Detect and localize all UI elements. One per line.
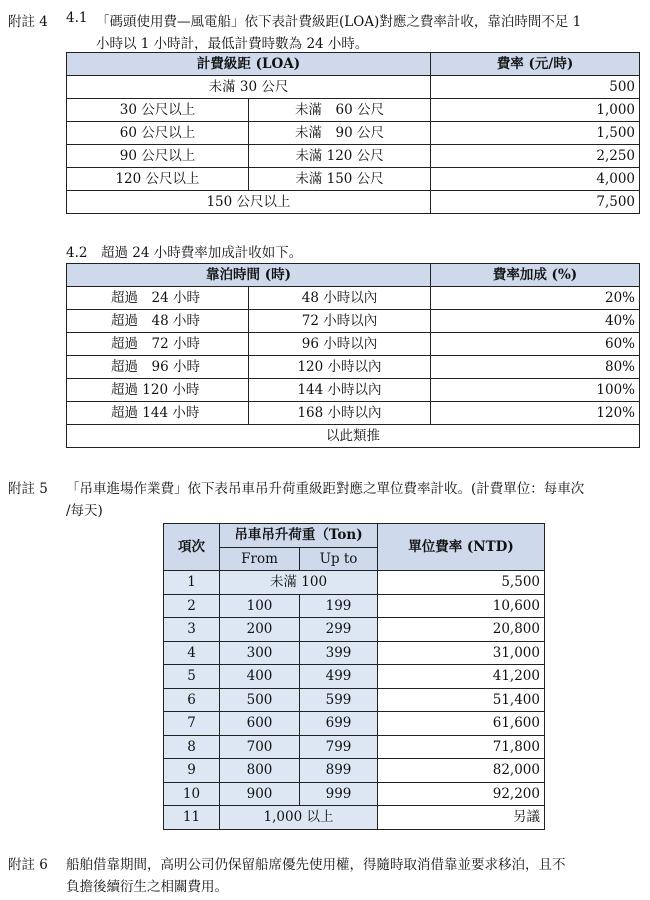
table-row (164, 735, 545, 759)
table-header-row (164, 524, 545, 548)
table-footer-row (67, 425, 640, 448)
item-number: 1 (164, 571, 220, 595)
item-number: 9 (164, 759, 220, 783)
weight-range: 未滿 100 (220, 571, 378, 595)
item-number: 10 (164, 782, 220, 806)
weight-from: 300 (220, 641, 300, 665)
time-from: 超過 96 小時 (67, 356, 249, 379)
surcharge-pct: 80% (431, 356, 640, 379)
rate-value: 500 (431, 76, 640, 99)
table-row (67, 402, 640, 425)
surcharge-pct: 60% (431, 333, 640, 356)
item-number: 11 (164, 806, 220, 830)
weight-to: 199 (300, 594, 378, 618)
weight-from: 200 (220, 618, 300, 642)
rate-value: 7,500 (431, 191, 640, 214)
table-row (67, 99, 640, 122)
loa-to: 未滿 60 公尺 (249, 99, 431, 122)
note5-text-line1: 「吊車進場作業費」依下表吊車吊升荷重級距對應之單位費率計收。(計費單位：每車次 (66, 481, 585, 497)
note4-label: 附註 4 (8, 14, 48, 30)
table-row (164, 759, 545, 783)
weight-to: 399 (300, 641, 378, 665)
weight-to: 699 (300, 712, 378, 736)
note6-text-line2: 負擔後續衍生之相關費用。 (66, 879, 228, 895)
table-row (164, 688, 545, 712)
table-row (164, 594, 545, 618)
item-number: 5 (164, 665, 220, 689)
unit-rate: 10,600 (378, 594, 545, 618)
weight-from: 600 (220, 712, 300, 736)
table-row (67, 287, 640, 310)
unit-rate: 31,000 (378, 641, 545, 665)
note6-text-line1: 船舶借靠期間，高明公司仍保留船席優先使用權，得隨時取消借靠並要求移泊，且不 (66, 857, 566, 873)
item-number: 6 (164, 688, 220, 712)
item-number: 2 (164, 594, 220, 618)
loa-from: 30 公尺以上 (67, 99, 249, 122)
table-row (67, 356, 640, 379)
rate-value: 1,000 (431, 99, 640, 122)
unit-rate: 51,400 (378, 688, 545, 712)
table-row (67, 379, 640, 402)
loa-rate-table (66, 52, 640, 214)
item-number: 4 (164, 641, 220, 665)
loa-range: 未滿 30 公尺 (67, 76, 431, 99)
rate-value: 1,500 (431, 122, 640, 145)
table-row (164, 618, 545, 642)
header-loa: 計費級距 (LOA) (67, 53, 431, 76)
surcharge-pct: 40% (431, 310, 640, 333)
table-row (164, 712, 545, 736)
weight-from: 800 (220, 759, 300, 783)
surcharge-pct: 120% (431, 402, 640, 425)
table-row (67, 76, 640, 99)
unit-rate: 另議 (378, 806, 545, 830)
time-from: 超過 24 小時 (67, 287, 249, 310)
unit-rate: 92,200 (378, 782, 545, 806)
unit-rate: 61,600 (378, 712, 545, 736)
weight-from: 700 (220, 735, 300, 759)
loa-range: 150 公尺以上 (67, 191, 431, 214)
table-row (164, 571, 545, 595)
rate-value: 4,000 (431, 168, 640, 191)
item-number: 7 (164, 712, 220, 736)
time-from: 超過 144 小時 (67, 402, 249, 425)
item-number: 3 (164, 618, 220, 642)
weight-range: 1,000 以上 (220, 806, 378, 830)
weight-from: 900 (220, 782, 300, 806)
berthing-surcharge-table (66, 263, 640, 448)
header-from: From (220, 547, 300, 571)
table-row (164, 782, 545, 806)
table-footer-note: 以此類推 (67, 425, 640, 448)
weight-to: 299 (300, 618, 378, 642)
table-row (67, 122, 640, 145)
table-row (67, 168, 640, 191)
weight-to: 499 (300, 665, 378, 689)
note4-number: 4.1 (66, 10, 88, 26)
note5-text-line2: /每天) (66, 503, 103, 519)
loa-from: 120 公尺以上 (67, 168, 249, 191)
header-item: 項次 (164, 524, 220, 571)
weight-from: 100 (220, 594, 300, 618)
loa-from: 60 公尺以上 (67, 122, 249, 145)
time-to: 72 小時以內 (249, 310, 431, 333)
time-to: 168 小時以內 (249, 402, 431, 425)
weight-from: 400 (220, 665, 300, 689)
weight-to: 899 (300, 759, 378, 783)
unit-rate: 5,500 (378, 571, 545, 595)
item-number: 8 (164, 735, 220, 759)
loa-to: 未滿 150 公尺 (249, 168, 431, 191)
table-row (164, 665, 545, 689)
table-header-row (67, 53, 640, 76)
rate-value: 2,250 (431, 145, 640, 168)
header-berthing-time: 靠泊時間 (時) (67, 264, 431, 287)
weight-to: 599 (300, 688, 378, 712)
header-lift-weight: 吊車吊升荷重（Ton) (220, 524, 378, 548)
time-to: 96 小時以內 (249, 333, 431, 356)
note4-2-text: 4.2 超過 24 小時費率加成計收如下。 (66, 245, 303, 261)
surcharge-pct: 20% (431, 287, 640, 310)
header-upto: Up to (300, 547, 378, 571)
time-to: 48 小時以內 (249, 287, 431, 310)
time-to: 144 小時以內 (249, 379, 431, 402)
unit-rate: 41,200 (378, 665, 545, 689)
time-from: 超過 48 小時 (67, 310, 249, 333)
weight-to: 799 (300, 735, 378, 759)
crane-rate-table (163, 523, 545, 830)
time-from: 超過 72 小時 (67, 333, 249, 356)
table-row (164, 806, 545, 830)
weight-from: 500 (220, 688, 300, 712)
table-row (164, 641, 545, 665)
loa-to: 未滿 90 公尺 (249, 122, 431, 145)
surcharge-pct: 100% (431, 379, 640, 402)
loa-to: 未滿 120 公尺 (249, 145, 431, 168)
table-row (67, 191, 640, 214)
note6-label: 附註 6 (8, 857, 48, 873)
weight-to: 999 (300, 782, 378, 806)
unit-rate: 71,800 (378, 735, 545, 759)
unit-rate: 82,000 (378, 759, 545, 783)
table-header-row (67, 264, 640, 287)
table-row (67, 145, 640, 168)
unit-rate: 20,800 (378, 618, 545, 642)
note4-text-line1: 「碼頭使用費—風電船」依下表計費級距(LOA)對應之費率計收，靠泊時間不足 1 (96, 14, 582, 30)
header-unit-rate: 單位費率 (NTD) (378, 524, 545, 571)
loa-from: 90 公尺以上 (67, 145, 249, 168)
header-rate: 費率 (元/時) (431, 53, 640, 76)
table-row (67, 333, 640, 356)
note5-label: 附註 5 (8, 481, 48, 497)
time-to: 120 小時以內 (249, 356, 431, 379)
header-surcharge: 費率加成 (%) (431, 264, 640, 287)
time-from: 超過 120 小時 (67, 379, 249, 402)
table-row (67, 310, 640, 333)
note4-text-line2: 小時以 1 小時計，最低計費時數為 24 小時。 (96, 36, 369, 52)
